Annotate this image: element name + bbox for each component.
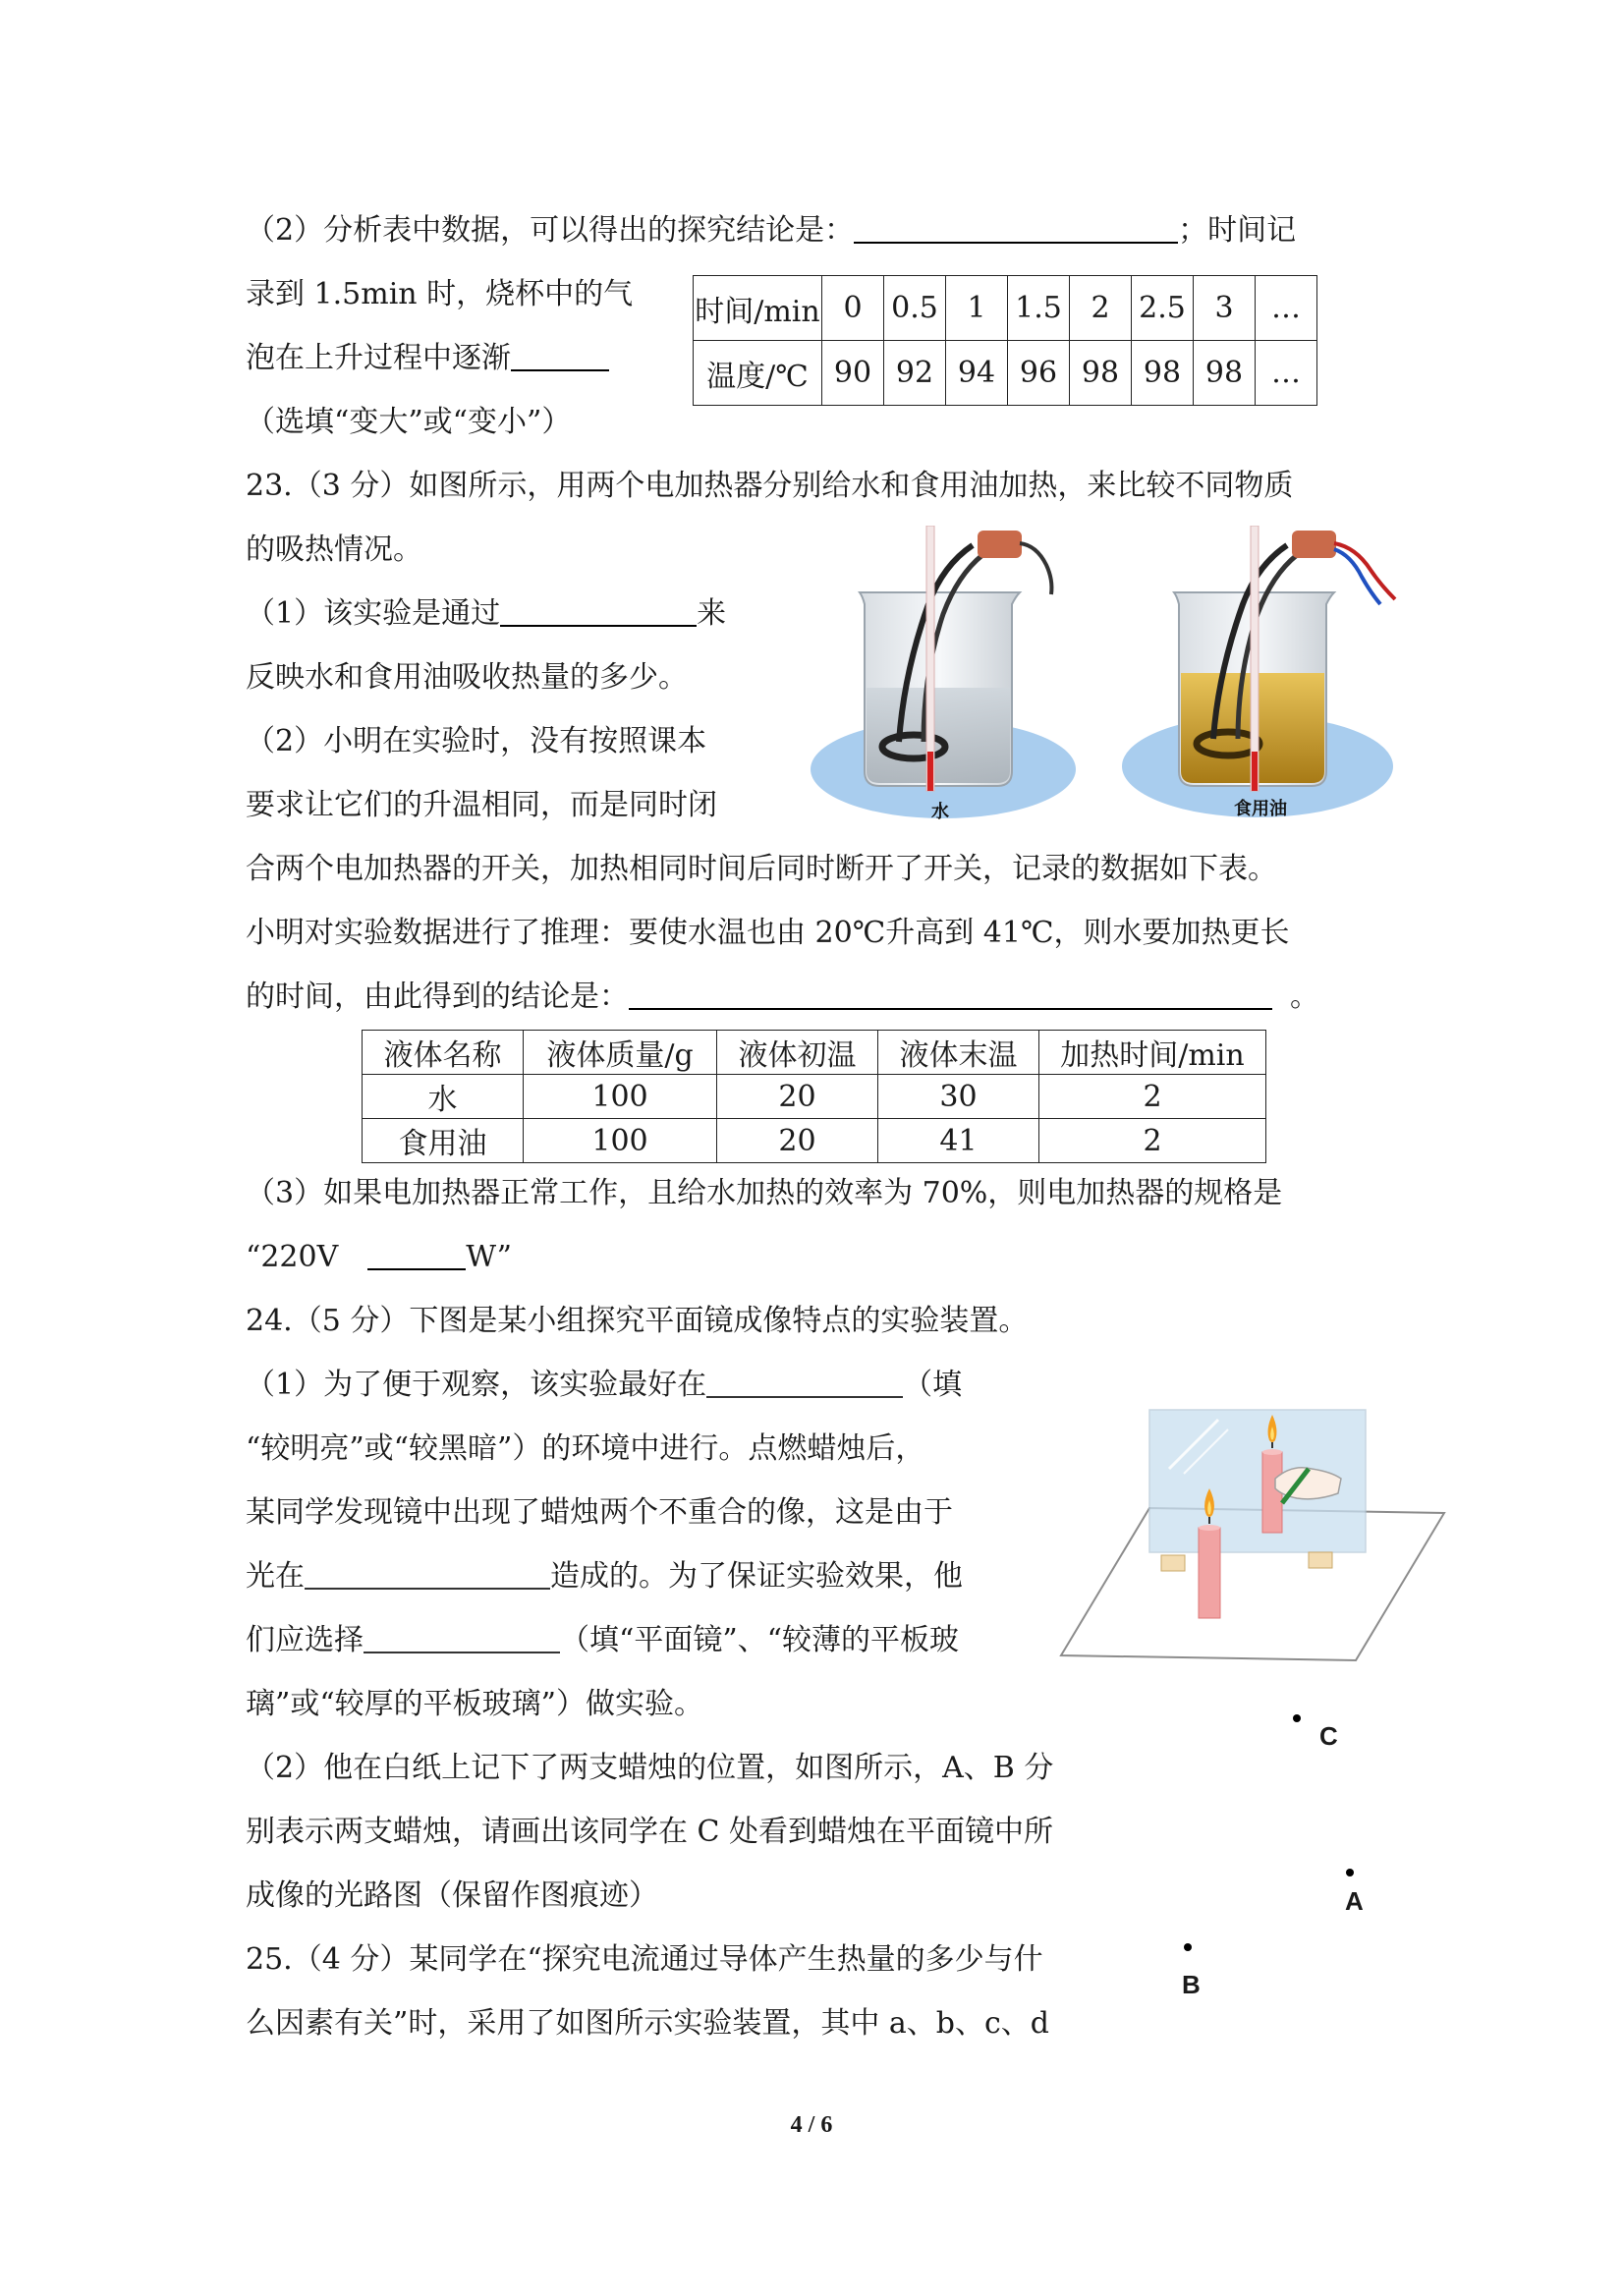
page-number: 4 / 6 (790, 2112, 833, 2138)
table-row (363, 1119, 1266, 1163)
table-cell: 20 (717, 1119, 878, 1163)
table-row (363, 1075, 1266, 1119)
q25-line2: 么因素有关”时，采用了如图所示实验装置，其中 a、b、c、d (246, 2006, 1049, 2041)
q24-line1: 24.（5 分）下图是某小组探究平面镜成像特点的实验装置。 (246, 1304, 1029, 1338)
table-cell: 2 (1070, 276, 1132, 341)
table-cell: 96 (1008, 341, 1070, 406)
q22-line3: 泡在上升过程中逐渐 (246, 339, 609, 378)
oil-beaker (1122, 526, 1395, 818)
point-b-label: B (1182, 1970, 1201, 1999)
table-header-cell: 液体名称 (363, 1031, 524, 1075)
table-header-cell: 液体初温 (717, 1031, 878, 1075)
point-c-marker (1293, 1714, 1301, 1722)
table-cell: 100 (524, 1075, 717, 1119)
table-cell: … (1256, 276, 1317, 341)
support-block (1161, 1555, 1185, 1571)
q23-p2-line4: 小明对实验数据进行了推理：要使水温也由 20℃升高到 41℃，则水要加热更长 (246, 916, 1290, 950)
q22-data-table (693, 275, 1317, 406)
q22-part2-line: （2）分析表中数据，可以得出的探究结论是： ；时间记 (246, 213, 1297, 248)
table-cell: 98 (1070, 341, 1132, 406)
table-row (363, 1031, 1266, 1075)
table-cell: 3 (1194, 276, 1256, 341)
table-cell: 食用油 (363, 1119, 524, 1163)
table-cell: 1.5 (1008, 276, 1070, 341)
table-cell: 90 (822, 341, 884, 406)
q23-p1-line: （1）该实验是通过 来 (246, 596, 727, 631)
table-cell: 94 (946, 341, 1008, 406)
point-b-marker (1184, 1943, 1192, 1951)
q24-p1-line5: 们应选择 （填“平面镜”、“较薄的平板玻 (246, 1623, 960, 1657)
point-a-label: A (1345, 1886, 1364, 1916)
table-header-cell: 液体质量/g (524, 1031, 717, 1075)
q23-p2-line2: 要求让它们的升温相同，而是同时闭 (246, 788, 717, 822)
table-cell: 2 (1039, 1075, 1266, 1119)
q24-p2-line2: 别表示两支蜡烛，请画出该同学在 C 处看到蜡烛在平面镜中所 (246, 1815, 1054, 1849)
answer-blank[interactable] (629, 979, 1272, 1010)
table-row (694, 276, 1317, 341)
answer-blank[interactable] (305, 1558, 550, 1590)
answer-blank[interactable] (511, 340, 609, 371)
point-a-marker (1346, 1869, 1354, 1876)
point-c-label: C (1319, 1721, 1338, 1751)
mirror-candle-figure (1051, 1375, 1464, 1670)
q23-p3-line2: “220V W” (246, 1240, 512, 1274)
table-cell: 2.5 (1132, 276, 1194, 341)
table-cell: 1 (946, 276, 1008, 341)
table-cell: 100 (524, 1119, 717, 1163)
q23-line1: 23.（3 分）如图所示，用两个电加热器分别给水和食用油加热，来比较不同物质 (246, 469, 1294, 503)
q23-p3-line1: （3）如果电加热器正常工作，且给水加热的效率为 70%，则电加热器的规格是 (246, 1176, 1283, 1210)
q23-line2: 的吸热情况。 (246, 532, 422, 567)
beakers-figure (806, 526, 1444, 840)
q24-p1-line6: 璃”或“较厚的平板玻璃”）做实验。 (246, 1687, 704, 1721)
q24-p2-line1: （2）他在白纸上记下了两支蜡烛的位置，如图所示，A、B 分 (246, 1751, 1054, 1785)
q23-data-table (362, 1030, 1266, 1163)
table-cell: 41 (878, 1119, 1039, 1163)
table-cell: 2 (1039, 1119, 1266, 1163)
answer-blank[interactable] (500, 595, 697, 627)
water-beaker (811, 526, 1076, 821)
table-cell: 0 (822, 276, 884, 341)
q23-p2-line1: （2）小明在实验时，没有按照课本 (246, 724, 707, 758)
table-header-cell: 液体末温 (878, 1031, 1039, 1075)
table-cell: 水 (363, 1075, 524, 1119)
table-cell: 0.5 (884, 276, 946, 341)
q24-p1-line2: “较明亮”或“较黑暗”）的环境中进行。点燃蜡烛后， (246, 1431, 925, 1466)
q23-p1-line2: 反映水和食用油吸收热量的多少。 (246, 660, 688, 695)
answer-blank[interactable] (364, 1622, 560, 1653)
table-cell: 30 (878, 1075, 1039, 1119)
q24-p1-line1: （1）为了便于观察，该实验最好在 （填 (246, 1368, 963, 1402)
q22-line2: 录到 1.5min 时，烧杯中的气 (246, 277, 634, 311)
label-oil: 食用油 (1234, 799, 1287, 818)
q22-line4: （选填“变大”或“变小”） (246, 405, 572, 439)
table-cell: 98 (1132, 341, 1194, 406)
table-cell: 20 (717, 1075, 878, 1119)
table-cell: 时间/min (694, 276, 822, 341)
q24-p1-line4: 光在 造成的。为了保证实验效果，他 (246, 1559, 963, 1594)
q23-p2-line5: 的时间，由此得到的结论是： 。 (246, 980, 1319, 1014)
answer-blank[interactable] (706, 1367, 903, 1398)
q24-p2-line3: 成像的光路图（保留作图痕迹） (246, 1878, 658, 1913)
table-cell: 温度/℃ (694, 341, 822, 406)
q23-p2-line3: 合两个电加热器的开关，加热相同时间后同时断开了开关，记录的数据如下表。 (246, 852, 1277, 886)
table-cell: … (1256, 341, 1317, 406)
q25-line1: 25.（4 分）某同学在“探究电流通过导体产生热量的多少与什 (246, 1942, 1043, 1977)
answer-blank[interactable] (367, 1239, 466, 1270)
table-cell: 98 (1194, 341, 1256, 406)
q24-p1-line3: 某同学发现镜中出现了蜡烛两个不重合的像，这是由于 (246, 1495, 953, 1530)
label-water: 水 (931, 802, 949, 821)
table-row (694, 341, 1317, 406)
support-block (1309, 1552, 1332, 1568)
answer-blank[interactable] (854, 212, 1178, 244)
table-header-cell: 加热时间/min (1039, 1031, 1266, 1075)
table-cell: 92 (884, 341, 946, 406)
